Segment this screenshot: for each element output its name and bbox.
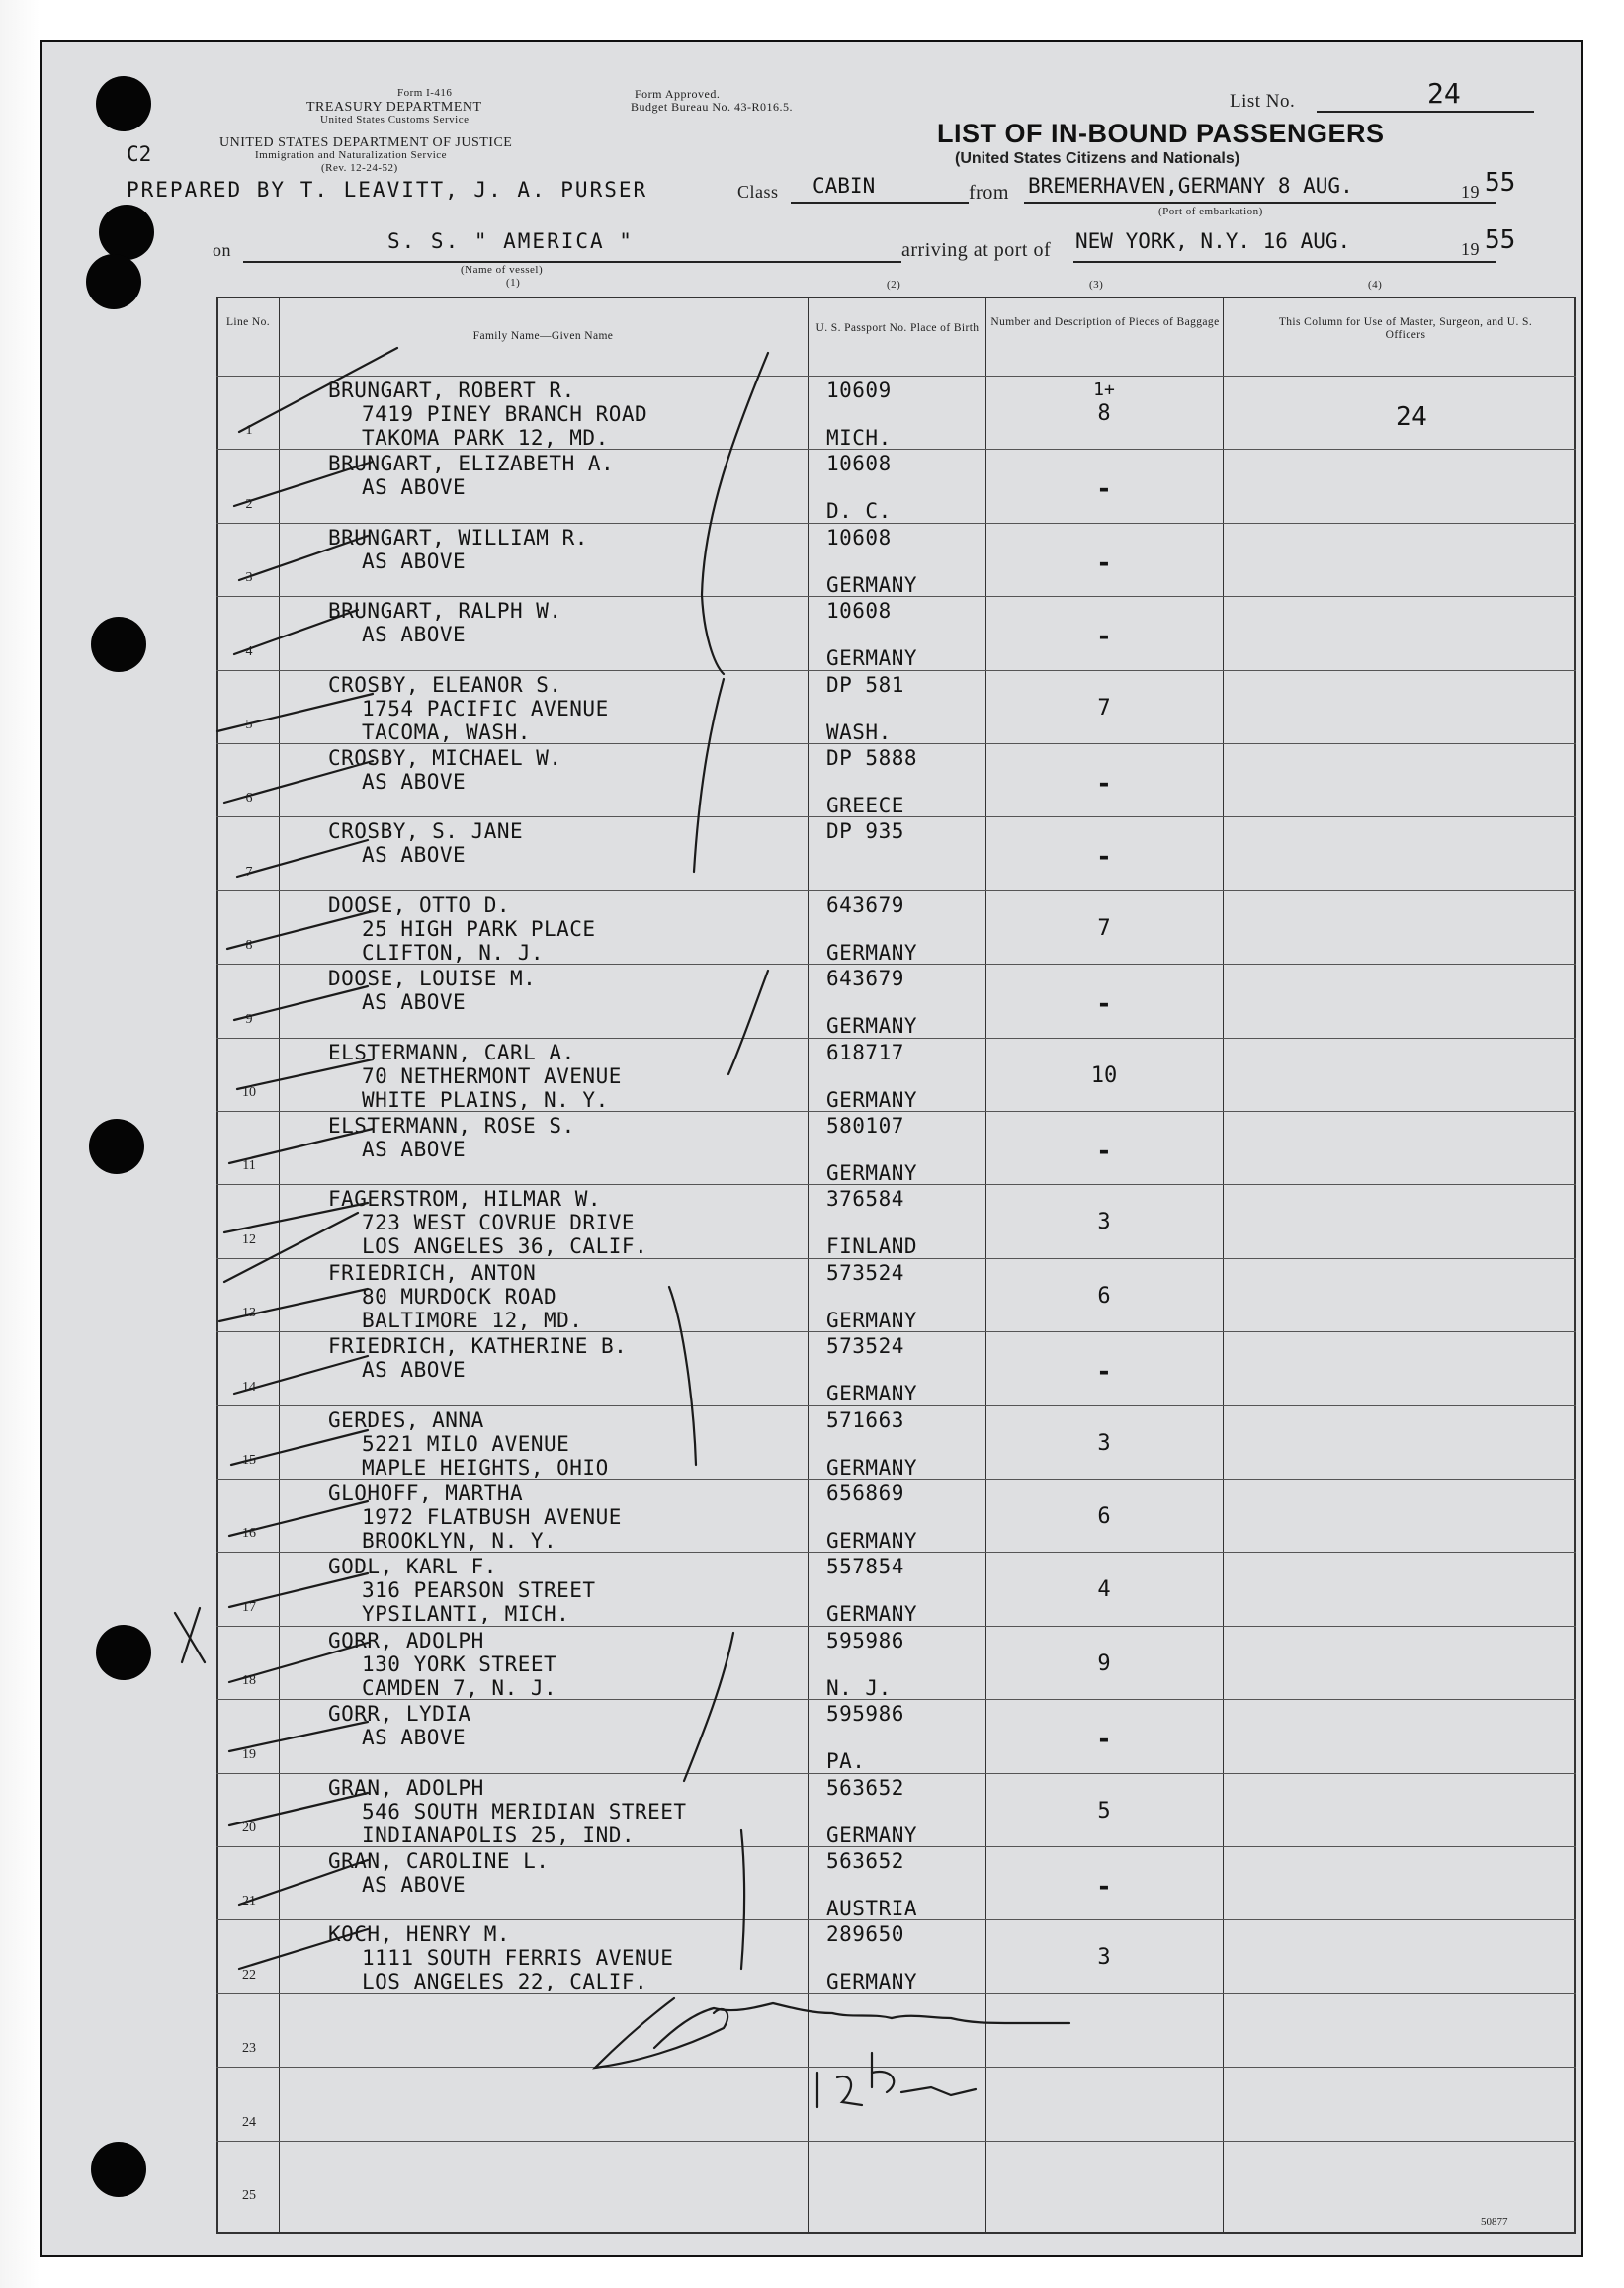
passenger-address: AS ABOVE <box>362 1358 467 1383</box>
place-of-birth: GERMANY <box>826 1602 918 1627</box>
passenger-name: FAGERSTROM, HILMAR W. <box>328 1187 602 1212</box>
vessel-name: S. S. " AMERICA " <box>387 229 634 253</box>
passenger-address: CLIFTON, N. J. <box>362 940 545 965</box>
col-header-officers: This Column for Use of Master, Surgeon, and U. S. Officers <box>1278 316 1533 341</box>
passenger-address: 130 YORK STREET <box>362 1652 557 1676</box>
form-code: C2 <box>127 142 152 166</box>
customs-service: United States Customs Service <box>320 114 470 126</box>
budget-bureau: Budget Bureau No. 43-R016.5. <box>631 100 793 114</box>
line-number: 15 <box>242 1453 256 1468</box>
line-number: 19 <box>242 1746 256 1762</box>
row-divider <box>216 1184 1576 1185</box>
place-of-birth: FINLAND <box>826 1234 918 1259</box>
col-header-baggage: Number and Description of Pieces of Baggage <box>990 316 1220 328</box>
place-of-birth: GERMANY <box>826 572 918 597</box>
line-number: 5 <box>245 718 253 732</box>
passport-number: 573524 <box>826 1334 904 1359</box>
passenger-name: GRAN, ADOLPH <box>328 1775 484 1800</box>
passport-number: 643679 <box>826 892 904 917</box>
punch-hole <box>86 254 141 309</box>
document-title: LIST OF IN-BOUND PASSENGERS <box>937 119 1385 148</box>
line-number: 9 <box>245 1011 253 1027</box>
passport-number: 643679 <box>826 967 904 991</box>
manifest-sheet <box>40 40 1583 2257</box>
passport-number: 580107 <box>826 1114 904 1138</box>
row-divider <box>216 1111 1576 1112</box>
passenger-name: KOCH, HENRY M. <box>328 1922 511 1947</box>
passport-number: 618717 <box>826 1040 904 1064</box>
passenger-name: DOOSE, OTTO D. <box>328 892 511 917</box>
passenger-address: TACOMA, WASH. <box>362 720 531 744</box>
passenger-address: LOS ANGELES 22, CALIF. <box>362 1970 648 1994</box>
passenger-address: 1972 FLATBUSH AVENUE <box>362 1505 622 1529</box>
passport-number: 10608 <box>826 452 892 476</box>
passenger-name: GRAN, CAROLINE L. <box>328 1849 550 1873</box>
baggage-count: 3 <box>1097 1430 1111 1456</box>
row-divider <box>216 449 1576 450</box>
passenger-address: AS ABOVE <box>362 843 467 868</box>
port-of-embarkation: BREMERHAVEN,GERMANY 8 AUG. <box>1028 174 1353 198</box>
baggage-count: 6 <box>1097 1504 1111 1529</box>
line-number: 24 <box>242 2114 256 2130</box>
from-label: from <box>969 182 1009 204</box>
passenger-name: GLOHOFF, MARTHA <box>328 1482 524 1505</box>
col-num-4: (4) <box>1368 279 1383 291</box>
passenger-name: GORR, LYDIA <box>328 1702 471 1727</box>
form-approved: Form Approved. <box>635 87 721 101</box>
row-divider <box>216 1331 1576 1332</box>
baggage-count: 8 <box>1097 401 1111 426</box>
row-divider <box>216 816 1576 817</box>
treasury-department: TREASURY DEPARTMENT <box>306 100 482 115</box>
prepared-by: PREPARED BY T. LEAVITT, J. A. PURSER <box>127 178 648 202</box>
place-of-birth: GERMANY <box>826 940 918 965</box>
baggage-count: 7 <box>1097 915 1111 941</box>
class-label: Class <box>737 182 779 202</box>
passport-number: DP 5888 <box>826 746 918 770</box>
place-of-birth: GERMANY <box>826 646 918 671</box>
passport-number: 10608 <box>826 525 892 550</box>
col-header-name: Family Name—Given Name <box>472 330 614 342</box>
passenger-address: 316 PEARSON STREET <box>362 1578 596 1603</box>
line-number: 2 <box>245 496 253 512</box>
row-divider <box>216 1699 1576 1700</box>
line-number: 14 <box>242 1379 256 1395</box>
line-number: 16 <box>242 1526 256 1542</box>
row-divider <box>216 1552 1576 1553</box>
passport-number: 563652 <box>826 1849 904 1873</box>
line-number: 20 <box>242 1821 256 1835</box>
passenger-address: AS ABOVE <box>362 1726 467 1750</box>
passenger-address: AS ABOVE <box>362 623 467 647</box>
line-number: 7 <box>245 864 253 880</box>
officer-note: 24 <box>1396 402 1428 432</box>
row-divider <box>216 2141 1576 2142</box>
row-divider <box>216 523 1576 524</box>
passport-number: 10608 <box>826 599 892 624</box>
year-prefix: 19 <box>1461 182 1480 202</box>
port-embark-caption: (Port of embarkation) <box>1158 206 1263 217</box>
line-number: 23 <box>242 2041 256 2057</box>
baggage-count: - <box>1096 1137 1112 1166</box>
passenger-name: BRUNGART, ROBERT R. <box>328 379 575 402</box>
passport-number: 557854 <box>826 1555 904 1579</box>
place-of-birth: GREECE <box>826 794 904 817</box>
baggage-count: - <box>1096 474 1112 505</box>
passenger-address: YPSILANTI, MICH. <box>362 1602 570 1627</box>
passenger-address: 80 MURDOCK ROAD <box>362 1284 557 1309</box>
baggage-count: 7 <box>1097 695 1111 720</box>
passport-number: 656869 <box>826 1482 904 1505</box>
print-code: 50877 <box>1481 2216 1508 2228</box>
passenger-name: GORR, ADOLPH <box>328 1628 484 1652</box>
passport-number: 571663 <box>826 1407 904 1432</box>
place-of-birth: GERMANY <box>826 1529 918 1553</box>
passenger-name: GERDES, ANNA <box>328 1407 484 1432</box>
row-divider <box>216 670 1576 671</box>
passenger-address: 723 WEST COVRUE DRIVE <box>362 1211 636 1235</box>
arrival-year-prefix: 19 <box>1461 239 1480 259</box>
passenger-address: BALTIMORE 12, MD. <box>362 1308 583 1332</box>
place-of-birth: GERMANY <box>826 1308 918 1332</box>
passenger-name: ELSTERMANN, CARL A. <box>328 1040 575 1064</box>
baggage-count: - <box>1096 548 1112 578</box>
passenger-name: ELSTERMANN, ROSE S. <box>328 1114 575 1138</box>
baggage-count: 6 <box>1097 1283 1111 1309</box>
baggage-count: - <box>1096 1725 1112 1755</box>
form-number: Form I-416 <box>397 87 453 99</box>
line-number: 18 <box>242 1673 256 1689</box>
baggage-count: - <box>1096 622 1112 652</box>
vessel-caption: (Name of vessel) <box>461 264 544 276</box>
passenger-address: 5221 MILO AVENUE <box>362 1431 570 1456</box>
arrival-year: 55 <box>1485 225 1516 255</box>
punch-hole <box>96 76 151 131</box>
col-num-3: (3) <box>1089 279 1104 291</box>
passenger-address: CAMDEN 7, N. J. <box>362 1675 557 1700</box>
passenger-address: AS ABOVE <box>362 475 467 500</box>
place-of-birth: WASH. <box>826 720 892 744</box>
baggage-count: - <box>1096 1357 1112 1388</box>
place-of-birth: GERMANY <box>826 1822 918 1847</box>
punch-hole <box>91 617 146 672</box>
passenger-name: BRUNGART, RALPH W. <box>328 599 562 624</box>
line-number: 10 <box>242 1085 256 1100</box>
passenger-address: 1754 PACIFIC AVENUE <box>362 696 609 720</box>
col-num-2: (2) <box>887 279 901 291</box>
row-divider <box>216 596 1576 597</box>
punch-hole <box>96 1625 151 1680</box>
line-number: 11 <box>242 1158 256 1174</box>
passport-number: DP 935 <box>826 819 904 844</box>
place-of-birth: GERMANY <box>826 1455 918 1480</box>
baggage-count: 4 <box>1097 1577 1111 1603</box>
baggage-count: 5 <box>1097 1798 1111 1823</box>
passenger-address: 7419 PINEY BRANCH ROAD <box>362 402 648 426</box>
baggage-count: - <box>1096 769 1112 799</box>
baggage-count: - <box>1096 989 1112 1020</box>
line-number: 8 <box>245 938 253 954</box>
baggage-count: 9 <box>1097 1651 1111 1676</box>
place-of-birth: PA. <box>826 1749 866 1774</box>
list-no-value: 24 <box>1427 77 1461 110</box>
line-number: 21 <box>242 1894 256 1909</box>
row-divider <box>216 1773 1576 1774</box>
passenger-name: GODL, KARL F. <box>328 1555 497 1579</box>
passenger-address: TAKOMA PARK 12, MD. <box>362 426 609 450</box>
passenger-name: CROSBY, MICHAEL W. <box>328 746 562 770</box>
col-header-passport: U. S. Passport No. Place of Birth <box>815 322 980 334</box>
punch-hole <box>89 1119 144 1174</box>
row-divider <box>216 890 1576 891</box>
baggage-count: 10 <box>1090 1062 1118 1088</box>
passenger-name: CROSBY, S. JANE <box>328 819 524 844</box>
place-of-birth: MICH. <box>826 426 892 450</box>
line-number: 22 <box>242 1967 256 1983</box>
passport-number: 10609 <box>826 379 892 402</box>
line-number: 25 <box>242 2188 256 2203</box>
revision-date: (Rev. 12-24-52) <box>321 162 398 174</box>
place-of-birth: GERMANY <box>826 1382 918 1406</box>
baggage-count: - <box>1096 1872 1112 1902</box>
row-divider <box>216 1258 1576 1259</box>
place-of-birth: N. J. <box>826 1675 892 1700</box>
passenger-address: AS ABOVE <box>362 990 467 1015</box>
arrival-port: NEW YORK, N.Y. 16 AUG. <box>1075 229 1351 253</box>
passport-number: DP 581 <box>826 672 904 697</box>
passenger-address: AS ABOVE <box>362 1873 467 1897</box>
page-edge <box>0 0 40 2288</box>
row-divider <box>216 2067 1576 2068</box>
place-of-birth: GERMANY <box>826 1161 918 1185</box>
passenger-address: 70 NETHERMONT AVENUE <box>362 1063 622 1088</box>
row-divider <box>216 1405 1576 1406</box>
punch-hole <box>99 205 154 260</box>
passenger-address: MAPLE HEIGHTS, OHIO <box>362 1455 609 1480</box>
passenger-address: AS ABOVE <box>362 549 467 573</box>
passport-number: 289650 <box>826 1922 904 1947</box>
baggage-mark: 1+ <box>1093 380 1115 400</box>
passenger-address: 25 HIGH PARK PLACE <box>362 916 596 941</box>
place-of-birth: GERMANY <box>826 1087 918 1112</box>
line-number: 13 <box>242 1306 256 1321</box>
line-number: 4 <box>245 643 253 659</box>
passport-number: 573524 <box>826 1260 904 1285</box>
place-of-birth: GERMANY <box>826 1014 918 1039</box>
passport-number: 595986 <box>826 1702 904 1727</box>
row-divider <box>216 1993 1576 1994</box>
passenger-address: LOS ANGELES 36, CALIF. <box>362 1234 648 1259</box>
baggage-count: 3 <box>1097 1945 1111 1971</box>
baggage-count: - <box>1096 842 1112 873</box>
row-divider <box>216 964 1576 965</box>
passenger-address: WHITE PLAINS, N. Y. <box>362 1087 609 1112</box>
list-no-label: List No. <box>1230 91 1296 112</box>
passport-number: 563652 <box>826 1775 904 1800</box>
line-number: 3 <box>245 570 253 586</box>
passport-number: 595986 <box>826 1628 904 1652</box>
passenger-name: BRUNGART, WILLIAM R. <box>328 525 588 550</box>
row-divider <box>216 1626 1576 1627</box>
passenger-address: 1111 SOUTH FERRIS AVENUE <box>362 1946 674 1971</box>
line-number: 1 <box>245 423 253 439</box>
passport-number: 376584 <box>826 1187 904 1212</box>
punch-hole <box>91 2142 146 2197</box>
place-of-birth: D. C. <box>826 499 892 524</box>
document-subtitle: (United States Citizens and Nationals) <box>955 150 1240 167</box>
row-divider <box>216 743 1576 744</box>
passenger-address: 546 SOUTH MERIDIAN STREET <box>362 1799 687 1823</box>
class-value: CABIN <box>812 174 876 198</box>
line-number: 12 <box>242 1231 256 1247</box>
row-divider <box>216 1479 1576 1480</box>
passenger-name: FRIEDRICH, ANTON <box>328 1260 537 1285</box>
embarkation-year: 55 <box>1485 168 1516 198</box>
passenger-name: CROSBY, ELEANOR S. <box>328 672 562 697</box>
passenger-address: BROOKLYN, N. Y. <box>362 1529 557 1553</box>
col-num-1: (1) <box>506 277 521 289</box>
row-divider <box>216 1038 1576 1039</box>
passenger-address: AS ABOVE <box>362 770 467 794</box>
on-label: on <box>213 240 231 260</box>
arriving-label: arriving at port of <box>901 239 1052 261</box>
passenger-address: INDIANAPOLIS 25, IND. <box>362 1822 636 1847</box>
place-of-birth: AUSTRIA <box>826 1897 918 1920</box>
row-divider <box>216 1846 1576 1847</box>
line-number: 6 <box>245 791 253 806</box>
passenger-name: FRIEDRICH, KATHERINE B. <box>328 1334 628 1359</box>
immigration-service: Immigration and Naturalization Service <box>255 149 448 161</box>
place-of-birth: GERMANY <box>826 1970 918 1994</box>
row-divider <box>216 376 1576 377</box>
passenger-address: AS ABOVE <box>362 1138 467 1161</box>
line-number: 17 <box>242 1599 256 1615</box>
passenger-name: BRUNGART, ELIZABETH A. <box>328 452 615 476</box>
col-header-line-no: Line No. <box>225 316 271 328</box>
passenger-name: DOOSE, LOUISE M. <box>328 967 537 991</box>
justice-department: UNITED STATES DEPARTMENT OF JUSTICE <box>219 135 513 150</box>
row-divider <box>216 1919 1576 1920</box>
baggage-count: 3 <box>1097 1210 1111 1235</box>
